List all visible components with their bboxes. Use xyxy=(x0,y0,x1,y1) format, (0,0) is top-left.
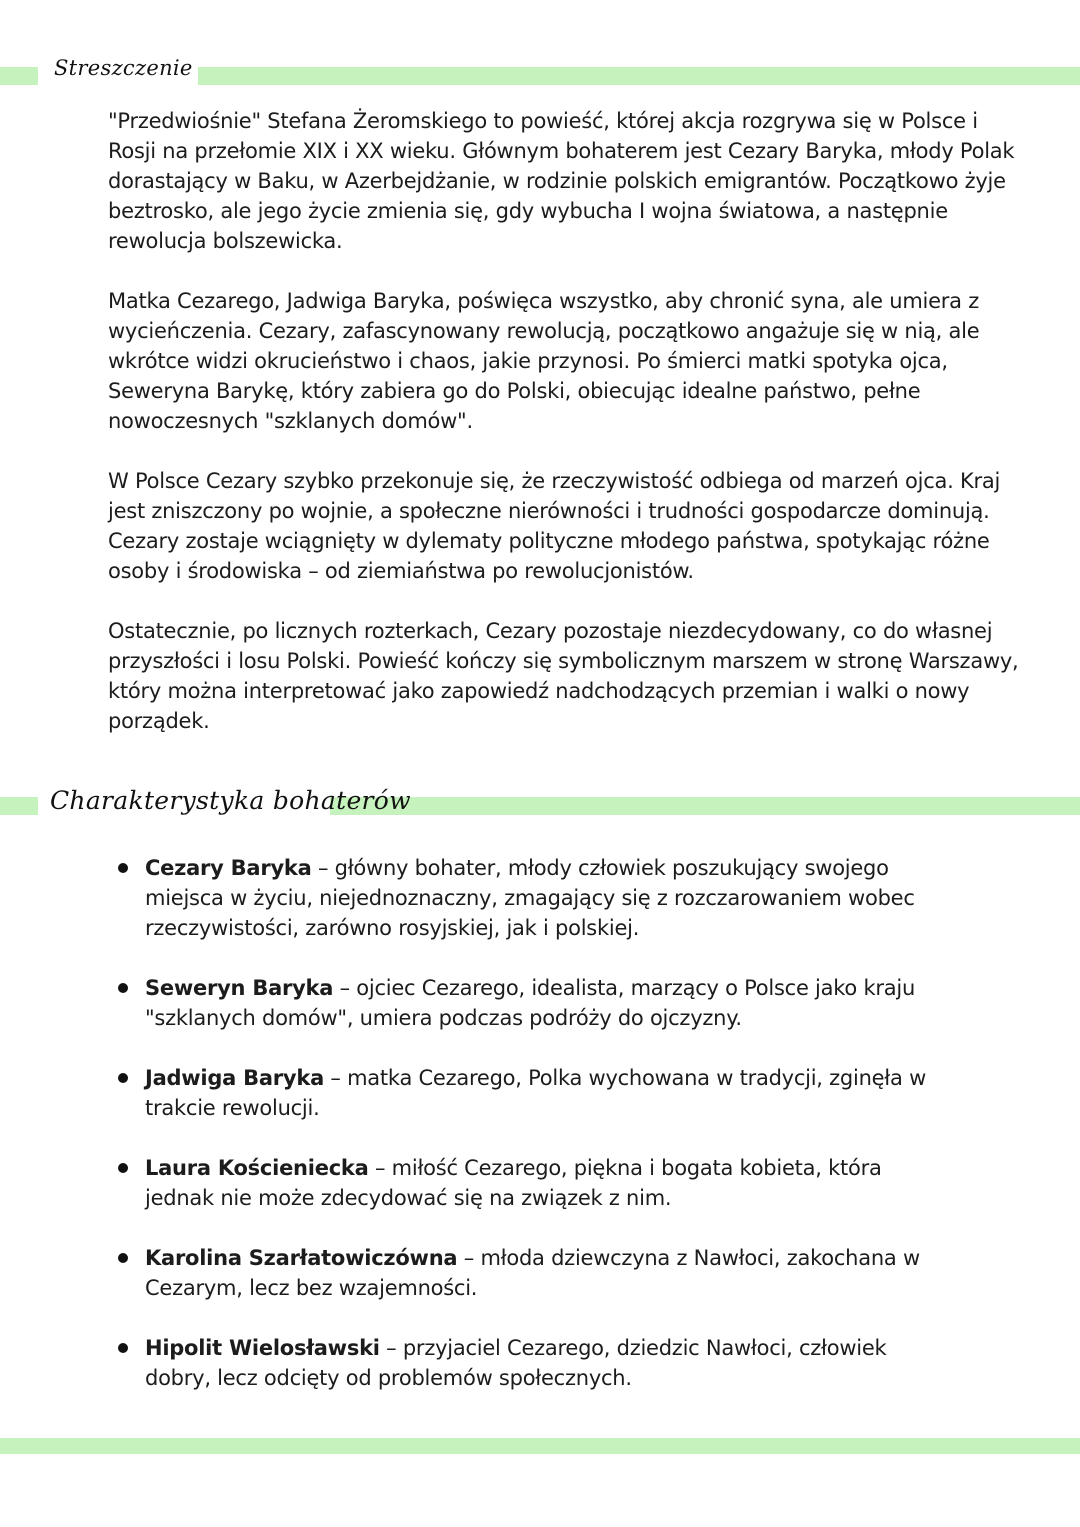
character-description: – główny bohater, młody człowiek poszukujący swojego miejsca w życiu, niejednoznaczny, zmagający się z rozczarowaniem wobec rzeczywistości, zarówno rosyjskiej, jak i polskiej. xyxy=(145,856,915,940)
character-name: Seweryn Baryka xyxy=(145,976,334,1000)
character-description: – przyjaciel Cezarego, dziedzic Nawłoci, człowiek dobry, lecz odcięty od problemów społecznych. xyxy=(145,1336,887,1390)
characters-bar-left xyxy=(0,797,38,815)
characters-heading: Charakterystyka bohaterów xyxy=(50,786,411,815)
bullet-icon xyxy=(118,1343,128,1353)
list-item xyxy=(108,853,948,943)
summary-bar-right xyxy=(198,67,1080,85)
bullet-icon xyxy=(118,1073,128,1083)
character-name: Hipolit Wielosławski xyxy=(145,1336,380,1360)
bullet-icon xyxy=(118,983,128,993)
bullet-icon xyxy=(118,1163,128,1173)
character-description: – miłość Cezarego, piękna i bogata kobieta, która jednak nie może zdecydować się na związek z nim. xyxy=(145,1156,882,1210)
summary-paragraph: Ostatecznie, po licznych rozterkach, Cezary pozostaje niezdecydowany, co do własnej przyszłości i losu Polski. Powieść kończy się symbolicznym marszem w stronę Warszawy, który można interpretować jako zapowiedź nadchodzących przemian i walki o nowy porządek. xyxy=(108,619,1019,733)
character-description: – ojciec Cezarego, idealista, marzący o Polsce jako kraju "szklanych domów", umiera podczas podróży do ojczyzny. xyxy=(145,976,916,1030)
character-description: – matka Cezarego, Polka wychowana w tradycji, zginęła w trakcie rewolucji. xyxy=(145,1066,926,1120)
summary-bar-left xyxy=(0,67,38,85)
character-name: Laura Kościeniecka xyxy=(145,1156,369,1180)
list-item xyxy=(108,1333,948,1393)
character-name: Karolina Szarłatowiczówna xyxy=(145,1246,458,1270)
character-name: Jadwiga Baryka xyxy=(145,1066,324,1090)
character-name: Cezary Baryka xyxy=(145,856,312,880)
summary-paragraph: "Przedwiośnie" Stefana Żeromskiego to powieść, której akcja rozgrywa się w Polsce i Rosji na przełomie XIX i XX wieku. Głównym bohaterem jest Cezary Baryka, młody Polak dorastający w Baku, w Azerbejdżanie, w rodzinie polskich emigrantów. Początkowo żyje beztrosko, ale jego życie zmienia się, gdy wybucha I wojna światowa, a następnie rewolucja bolszewicka. xyxy=(108,109,1015,253)
characters-bar-right xyxy=(330,797,1080,815)
bullet-icon xyxy=(118,1253,128,1263)
summary-paragraph: Matka Cezarego, Jadwiga Baryka, poświęca wszystko, aby chronić syna, ale umiera z wycieńczenia. Cezary, zafascynowany rewolucją, początkowo angażuje się w nią, ale wkrótce widzi okrucieństwo i chaos, jakie przynosi. Po śmierci matki spotyka ojca, Seweryna Barykę, który zabiera go do Polski, obiecując idealne państwo, pełne nowoczesnych "szklanych domów". xyxy=(108,289,980,433)
list-item xyxy=(108,1243,948,1303)
summary-paragraph: W Polsce Cezary szybko przekonuje się, że rzeczywistość odbiega od marzeń ojca. Kraj jest zniszczony po wojnie, a społeczne nierówności i trudności gospodarcze dominują. Cezary zostaje wciągnięty w dylematy polityczne młodego państwa, spotykając różne osoby i środowiska – od ziemiaństwa po rewolucjonistów. xyxy=(108,469,1001,583)
list-item xyxy=(108,973,948,1033)
characters-list xyxy=(108,853,948,1423)
list-item xyxy=(108,1063,948,1123)
footer-bar xyxy=(0,1438,1080,1454)
summary-heading: Streszczenie xyxy=(54,56,193,80)
character-description: – młoda dziewczyna z Nawłoci, zakochana w Cezarym, lecz bez wzajemności. xyxy=(145,1246,920,1300)
bullet-icon xyxy=(118,863,128,873)
summary-body xyxy=(108,106,1028,766)
list-item xyxy=(108,1153,948,1213)
